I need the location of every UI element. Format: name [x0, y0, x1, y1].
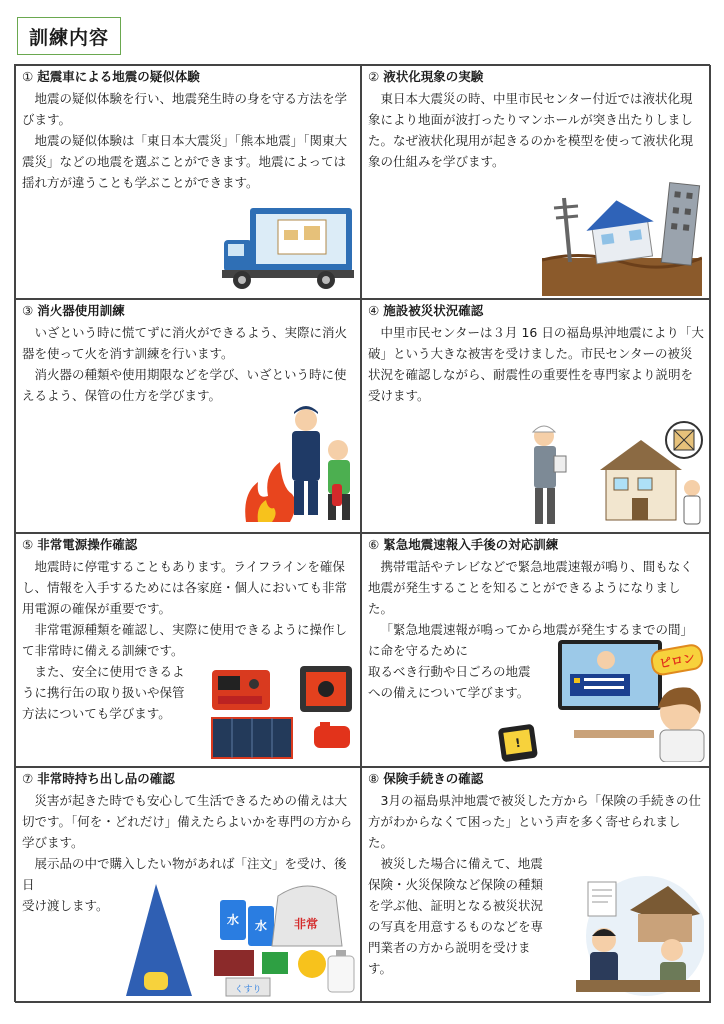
section-title-text: 非常電源操作確認	[37, 537, 138, 552]
section-number: ⑥	[368, 537, 380, 552]
section-7	[15, 767, 361, 1003]
section-8	[361, 767, 711, 1003]
section-6	[361, 533, 711, 767]
section-title	[368, 68, 704, 86]
emergency-bag-label: 非常	[293, 917, 319, 931]
section-4	[361, 299, 711, 533]
section-paragraph: 被災した場合に備えて、地震保険・火災保険など保険の種類を学ぶ他、証明となる被災状況の写真を用意するものなどを専門業者の方から説明を受けます。	[368, 856, 544, 976]
section-title	[368, 770, 704, 788]
section-paragraph: いざという時に慌てずに消火ができるよう、実際に消火器を使って火を消す訓練を行います。	[22, 325, 348, 361]
training-grid	[14, 64, 710, 1002]
section-number: ④	[368, 303, 380, 318]
section-title-text: 消火器使用訓練	[37, 303, 125, 318]
section-paragraph: 展示品の中で購入したい物があれば「注文」を受け、後日	[22, 856, 347, 892]
section-number: ②	[368, 69, 380, 84]
medicine-label: くすり	[234, 985, 262, 995]
page-title: 訓練内容	[17, 17, 121, 55]
power-equipment-illustration	[206, 662, 356, 762]
section-paragraph: 消火器の種類や使用期限などを学び、いざという時に使えるよう、保管の仕方を学びます。	[22, 367, 347, 403]
section-paragraph: 取るべき行動や日ごろの地震への備えについて学びます。	[368, 664, 531, 700]
svg-text:!: !	[514, 735, 522, 751]
section-paragraph: また、安全に使用できるように携行缶の取り扱いや保管方法についても学びます。	[22, 664, 185, 721]
section-title-text: 液状化現象の実験	[383, 69, 484, 84]
section-title-text: 起震車による地震の疑似体験	[37, 69, 200, 84]
section-number: ⑦	[22, 771, 34, 786]
section-number: ③	[22, 303, 34, 318]
fire-extinguisher-illustration	[242, 404, 358, 526]
section-paragraph: 東日本大震災の時、中里市民センター付近では液状化現象により地面が波打ったりマンホールが突き出たりしました。なぜ液状化現用が起きるのかを模型を使って液状化現象の仕組みを学びます。	[368, 91, 694, 169]
section-5	[15, 533, 361, 767]
section-3	[15, 299, 361, 533]
section-paragraph: 非常電源種類を確認し、実際に使用できるように操作して非常時に備える訓練です。	[22, 622, 348, 658]
water-label: 水	[254, 919, 268, 933]
water-label: 水	[226, 913, 240, 927]
section-title-text: 施設被災状況確認	[383, 303, 484, 318]
section-title	[368, 302, 704, 320]
emergency-supplies-illustration	[122, 876, 358, 1000]
section-paragraph: 地震の疑似体験を行い、地震発生時の身を守る方法を学びます。	[22, 91, 348, 127]
section-paragraph: 災害が起きた時でも安心して生活できるための備えは大切です。「何を・どれだけ」備えたらよいかを専門の方から学びます。	[22, 793, 353, 850]
section-title	[22, 68, 354, 86]
section-title	[368, 536, 704, 554]
earthquake-simulator-truck-illustration	[222, 200, 356, 292]
section-paragraph: 受け渡します。	[22, 898, 109, 913]
early-warning-illustration	[496, 634, 708, 762]
section-paragraph: 携帯電話やテレビなどで緊急地震速報が鳴り、間もなく地震が発生することを知ることができるようになりました。	[368, 559, 693, 616]
section-1	[15, 65, 361, 299]
section-paragraph: 3月の福島県沖地震で被災した方から「保険の手続きの仕方がわからなくて困った」という声を多く寄せられました。	[368, 793, 701, 850]
insurance-consultation-illustration	[568, 874, 704, 998]
section-paragraph: 「緊急地震速報が鳴ってから地震が発生するまでの間」に命を守るために	[368, 622, 694, 658]
section-title-text: 緊急地震速報入手後の対応訓練	[383, 537, 559, 552]
liquefaction-illustration	[542, 178, 702, 296]
tv-alert-bubble-text: ピロン	[658, 650, 697, 671]
section-number: ⑧	[368, 771, 380, 786]
section-title	[22, 770, 354, 788]
section-paragraph: 中里市民センターは３月 16 日の福島県沖地震により「大破」という大きな被害を受けました。市民センターの被災状況を確認しながら、耐震性の重要性を専門家より説明を受けます。	[368, 325, 704, 403]
section-title-text: 保険手続きの確認	[383, 771, 484, 786]
section-number: ⑤	[22, 537, 34, 552]
section-title	[22, 536, 354, 554]
section-number: ①	[22, 69, 34, 84]
section-paragraph: 地震の疑似体験は「東日本大震災」「熊本地震」「関東大震災」などの地震を選ぶことができます。地震によっては揺れ方が違うことも学ぶことができます。	[22, 133, 348, 190]
damage-inspection-illustration	[528, 418, 704, 528]
section-paragraph: 地震時に停電することもあります。ライフラインを確保し、情報を入手するためには各家庭・個人においても非常用電源の確保が重要です。	[22, 559, 348, 616]
section-title	[22, 302, 354, 320]
section-title-text: 非常時持ち出し品の確認	[37, 771, 175, 786]
section-2	[361, 65, 711, 299]
